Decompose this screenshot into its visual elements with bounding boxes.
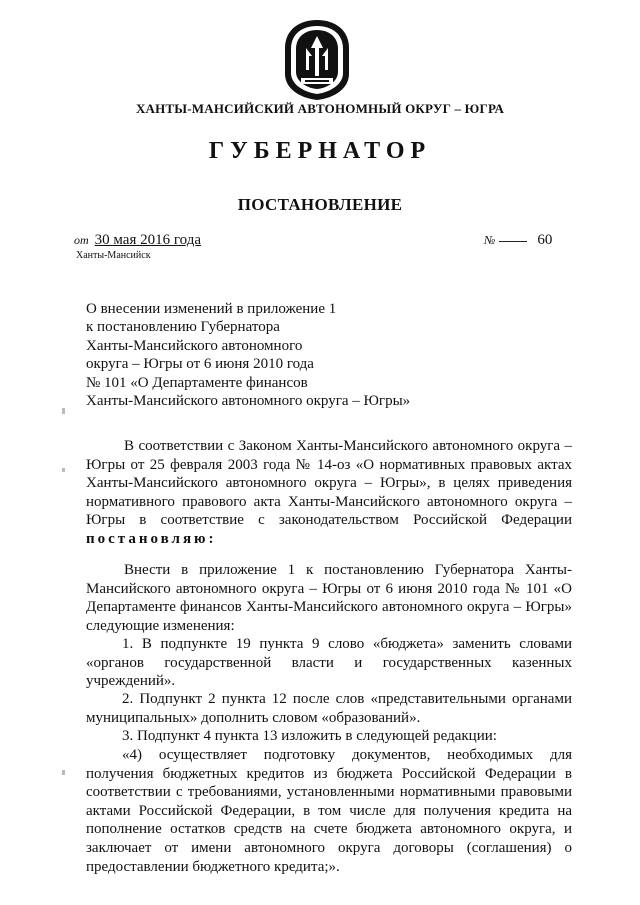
document-subject bbox=[86, 300, 506, 410]
intro-paragraph: Внести в приложение 1 к постановлению Губернатора Ханты-Мансийского автономного округа – Югры от 6 июня 2010 года № 101 «О Департаменте финансов Ханты-Мансийского автономного округа – Югры» следующие изменения: bbox=[86, 562, 572, 634]
governor-heading: ГУБЕРНАТОР bbox=[208, 138, 432, 164]
document-date: 30 мая 2016 года bbox=[94, 232, 202, 248]
document-type: ПОСТАНОВЛЕНИЕ bbox=[237, 195, 403, 214]
scan-left-edge-mark bbox=[62, 408, 65, 414]
scan-left-edge-mark bbox=[62, 468, 65, 472]
amendment-item-1: 1. В подпункте 19 пункта 9 слово «бюджета» заменить словами «органов государственной власти и государственных казенных учреждений». bbox=[86, 636, 572, 690]
scan-left-edge-mark bbox=[62, 770, 65, 775]
number-prefix: № bbox=[484, 233, 496, 247]
subject-line: № 101 «О Департаменте финансов bbox=[86, 374, 308, 391]
subject-line: Ханты-Мансийского автономного bbox=[86, 337, 303, 354]
city-name: Ханты-Мансийск bbox=[76, 250, 151, 261]
date-line bbox=[74, 232, 201, 249]
subject-line: Ханты-Мансийского автономного округа – Югры» bbox=[86, 393, 411, 410]
decree-word: постановляю: bbox=[86, 530, 217, 547]
region-title: ХАНТЫ-МАНСИЙСКИЙ АВТОНОМНЫЙ ОКРУГ – ЮГРА bbox=[135, 101, 505, 116]
date-prefix: от bbox=[74, 233, 89, 247]
amendment-item-3-quote: «4) осуществляет подготовку документов, необходимых для получения бюджетных кредитов из бюджета Российской Федерации в соответствии с требованиями, установленными нормативными правовыми актами Российской Федерации, в том числе для получения кредита на пополнение остатков средств на счете бюджета автономного округа, и заключает от имени автономного округа договоры (соглашения) о предоставлении бюджетного кредита;». bbox=[86, 747, 572, 875]
document-number: 60 bbox=[537, 232, 553, 248]
amendment-item-2: 2. Подпункт 2 пункта 12 после слов «представительными органами муниципальных» дополнить словом «образований». bbox=[86, 691, 572, 726]
number-underline bbox=[499, 241, 527, 242]
subject-line: О внесении изменений в приложение 1 bbox=[86, 301, 337, 317]
preamble-text: В соответствии с Законом Ханты-Мансийского автономного округа – Югры от 25 февраля 2003 года № 14-оз «О нормативных правовых актах Ханты-Мансийского автономного округа – Югры», в целях приведения нормативного правового акта Ханты-Мансийского автономного округа – Югры в соответствие с законодательством Российской Федерации bbox=[86, 438, 572, 529]
amendment-item-3: 3. Подпункт 4 пункта 13 изложить в следующей редакции: bbox=[122, 728, 497, 744]
number-line bbox=[484, 232, 552, 249]
coat-of-arms-icon bbox=[279, 18, 355, 102]
preamble-paragraph bbox=[86, 437, 572, 549]
subject-line: к постановлению Губернатора bbox=[86, 319, 280, 336]
subject-line: округа – Югры от 6 июня 2010 года bbox=[86, 356, 314, 373]
